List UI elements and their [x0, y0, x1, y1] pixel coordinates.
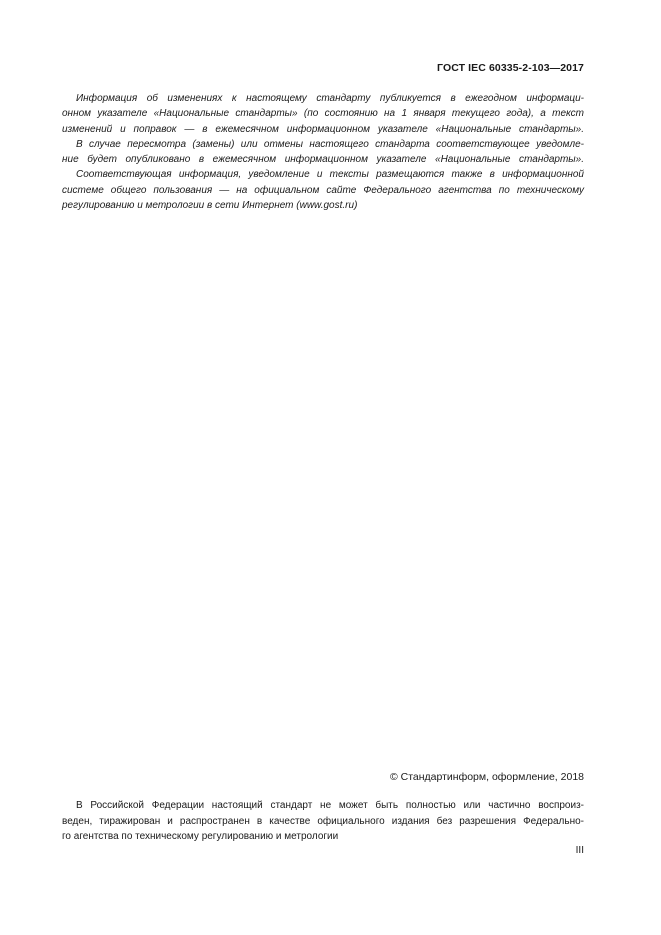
info-notice-line: изменений и поправок — в ежемесячном информационном указателе «Национальные стандарты». — [62, 123, 584, 135]
info-notice-line: системе общего пользования — на официальном сайте Федерального агентства по техническому — [62, 184, 584, 196]
standard-code-header: ГОСТ IEC 60335-2-103—2017 — [437, 62, 584, 74]
reproduction-rights-notice — [62, 798, 584, 845]
info-notice-line: онном указателе «Национальные стандарты» (по состоянию на 1 января текущего года), а текст — [62, 108, 584, 120]
rights-notice-line: го агентства по техническому регулированию и метрологии — [62, 831, 339, 842]
rights-notice-line: В Российской Федерации настоящий стандарт не может быть полностью или частично воспроиз- — [76, 800, 584, 811]
rights-notice-line: веден, тиражирован и распространен в качестве официального издания без разрешения Федерально- — [62, 815, 584, 827]
copyright-notice: © Стандартинформ, оформление, 2018 — [389, 771, 584, 783]
info-notice-line: регулированию и метрологии в сети Интернет (www.gost.ru) — [62, 200, 358, 212]
page-number: III — [575, 845, 584, 856]
info-notice-line: В случае пересмотра (замены) или отмены настоящего стандарта соответствующее уведомле- — [76, 138, 584, 150]
info-notice-line: Информация об изменениях к настоящему стандарту публикуется в ежегодном информаци- — [76, 93, 584, 104]
info-notice — [62, 91, 584, 213]
info-notice-line: Соответствующая информация, уведомление и тексты размещаются также в информационной — [76, 169, 584, 181]
info-notice-line: ние будет опубликовано в ежемесячном информационном указателе «Национальные стандарты». — [62, 154, 584, 166]
